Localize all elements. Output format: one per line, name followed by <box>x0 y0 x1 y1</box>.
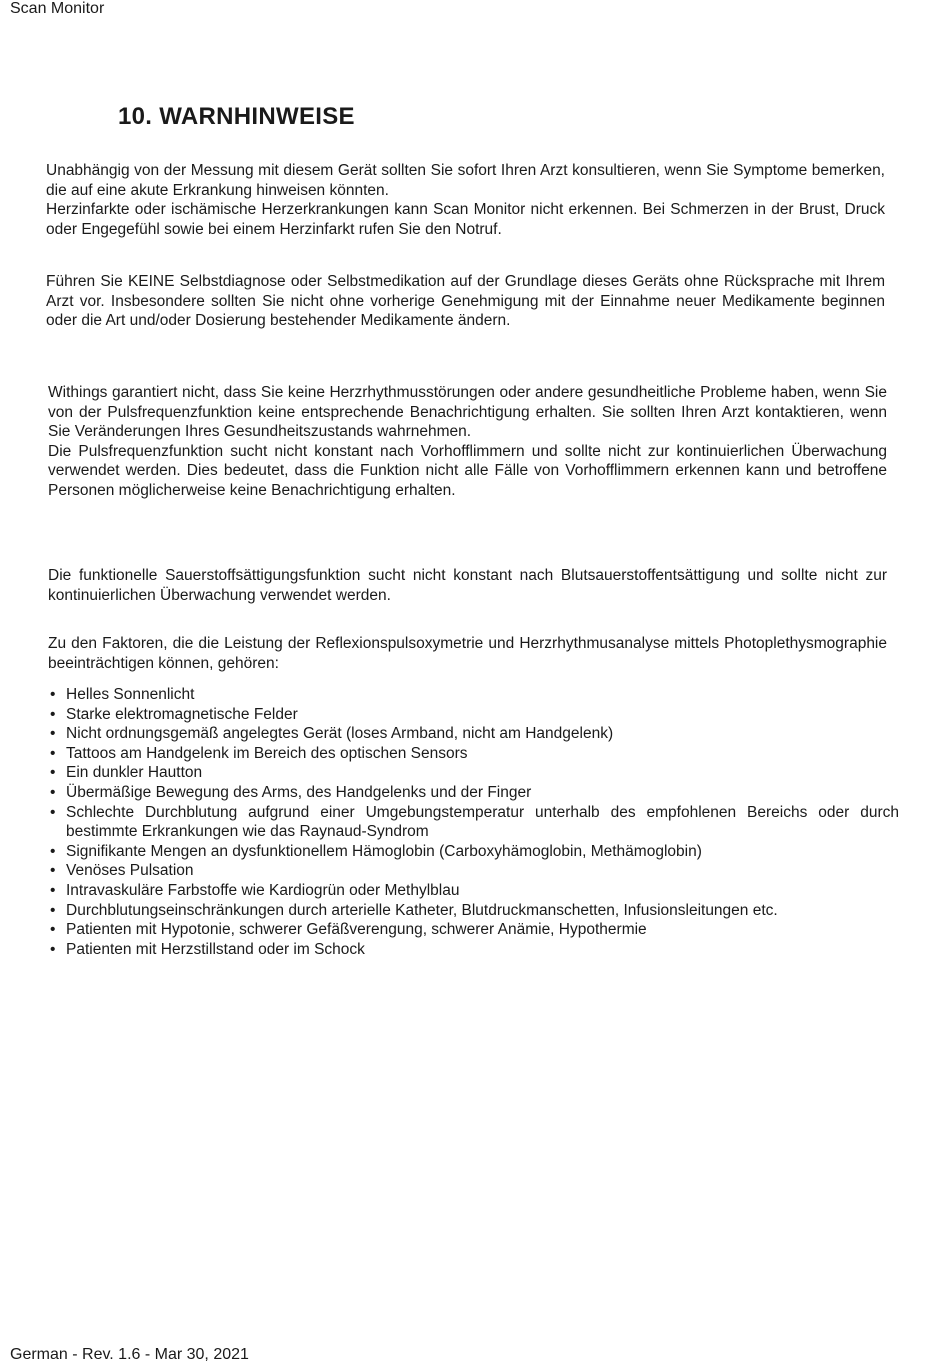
list-item <box>48 744 899 764</box>
bullet-icon: • <box>50 862 56 880</box>
list-item <box>48 940 899 960</box>
list-item-text: Nicht ordnungsgemäß angelegtes Gerät (loses Armband, nicht am Handgelenk) <box>66 725 614 743</box>
bullet-icon: • <box>50 803 56 821</box>
bullet-icon: • <box>50 744 56 762</box>
list-item <box>48 842 899 862</box>
paragraph-text: Unabhängig von der Messung mit diesem Gerät sollten Sie sofort Ihren Arzt konsultieren, wenn Sie Symptome bemerken, die auf eine akute Erkrankung hinweisen könnten. <box>46 162 885 199</box>
bullet-icon: • <box>50 725 56 743</box>
bullet-icon: • <box>50 842 56 860</box>
bullet-icon: • <box>50 783 56 801</box>
list-item-text: Tattoos am Handgelenk im Bereich des optischen Sensors <box>66 744 468 762</box>
bullet-icon: • <box>50 921 56 939</box>
paragraph-text: Zu den Faktoren, die die Leistung der Reflexionspulsoxymetrie und Herzrhythmusanalyse mittels Photoplethysmographie beeinträchtigen können, gehören: <box>48 635 887 672</box>
list-item-text: Helles Sonnenlicht <box>66 686 195 703</box>
bullet-icon: • <box>50 901 56 919</box>
list-item-text: Patienten mit Hypotonie, schwerer Gefäßverengung, schwerer Anämie, Hypothermie <box>66 921 647 939</box>
list-item-text: Übermäßige Bewegung des Arms, des Handgelenks und der Finger <box>66 783 532 801</box>
list-item <box>48 920 899 940</box>
list-item <box>48 763 899 783</box>
list-item <box>48 685 899 705</box>
list-item-text: Ein dunkler Hautton <box>66 764 203 782</box>
list-item <box>48 724 899 744</box>
paragraph-pulse-function-warning <box>48 383 887 501</box>
page-footer: German - Rev. 1.6 - Mar 30, 2021 <box>10 1346 249 1363</box>
list-item <box>48 861 899 881</box>
bullet-icon: • <box>50 881 56 899</box>
bullet-icon: • <box>50 686 56 703</box>
bullet-icon: • <box>50 705 56 723</box>
paragraph-self-diagnosis-warning <box>46 272 885 331</box>
factor-list <box>48 685 899 959</box>
paragraph-oxygen-saturation-warning <box>48 566 887 605</box>
list-item-text: Durchblutungseinschränkungen durch arterielle Katheter, Blutdruckmanschetten, Infusionsleitungen etc. <box>66 901 778 919</box>
paragraph-factors-intro <box>48 634 887 673</box>
paragraph-text: Withings garantiert nicht, dass Sie keine Herzrhythmusstörungen oder andere gesundheitliche Probleme haben, wenn Sie von der Pulsfrequenzfunktion keine entsprechende Benachrichtigung erhalten. Sie sollten Ihren Arzt kontaktieren, wenn Sie Veränderungen Ihres Gesundheitszustands wahrnehmen. <box>48 384 887 441</box>
list-item-text: Schlechte Durchblutung aufgrund einer Umgebungstemperatur unterhalb des empfohlenen Bereichs oder durch bestimmte Erkrankungen wie das Raynaud-Syndrom <box>66 803 899 841</box>
page-header: Scan Monitor <box>10 0 105 17</box>
bullet-icon: • <box>50 764 56 782</box>
list-item <box>48 783 899 803</box>
list-item-text: Venöses Pulsation <box>66 862 194 880</box>
section-title: 10. WARNHINWEISE <box>118 103 355 130</box>
list-item-text: Starke elektromagnetische Felder <box>66 705 298 723</box>
list-item <box>48 803 899 842</box>
list-item <box>48 881 899 901</box>
paragraph-text: Die Pulsfrequenzfunktion sucht nicht konstant nach Vorhofflimmern und sollte nicht zur kontinuierlichen Überwachung verwendet werden. Dies bedeutet, dass die Funktion nicht alle Fälle von Vorhofflimmern erkennen kann und betroffene Personen möglicherweise keine Benachrichtigung erhalten. <box>48 442 887 499</box>
paragraph-text: Herzinfarkte oder ischämische Herzerkrankungen kann Scan Monitor nicht erkennen. Bei Schmerzen in der Brust, Druck oder Engegefühl sowie bei einem Herzinfarkt rufen Sie den Notruf. <box>46 201 885 238</box>
list-item-text: Signifikante Mengen an dysfunktionellem Hämoglobin (Carboxyhämoglobin, Methämoglobin) <box>66 842 702 860</box>
list-item <box>48 901 899 921</box>
paragraph-text: Die funktionelle Sauerstoffsättigungsfunktion sucht nicht konstant nach Blutsauerstoffentsättigung und sollte nicht zur kontinuierlichen Überwachung verwendet werden. <box>48 567 887 604</box>
list-item-text: Intravaskuläre Farbstoffe wie Kardiogrün oder Methylblau <box>66 881 460 899</box>
paragraph-emergency-advice <box>46 161 885 239</box>
list-item-text: Patienten mit Herzstillstand oder im Schock <box>66 940 365 958</box>
paragraph-text: Führen Sie KEINE Selbstdiagnose oder Selbstmedikation auf der Grundlage dieses Geräts ohne Rücksprache mit Ihrem Arzt vor. Insbesondere sollten Sie nicht ohne vorherige Genehmigung mit der Einnahme neuer Medikamente beginnen oder die Art und/oder Dosierung bestehender Medikamente ändern. <box>46 273 885 330</box>
list-item <box>48 705 899 725</box>
bullet-icon: • <box>50 940 56 958</box>
